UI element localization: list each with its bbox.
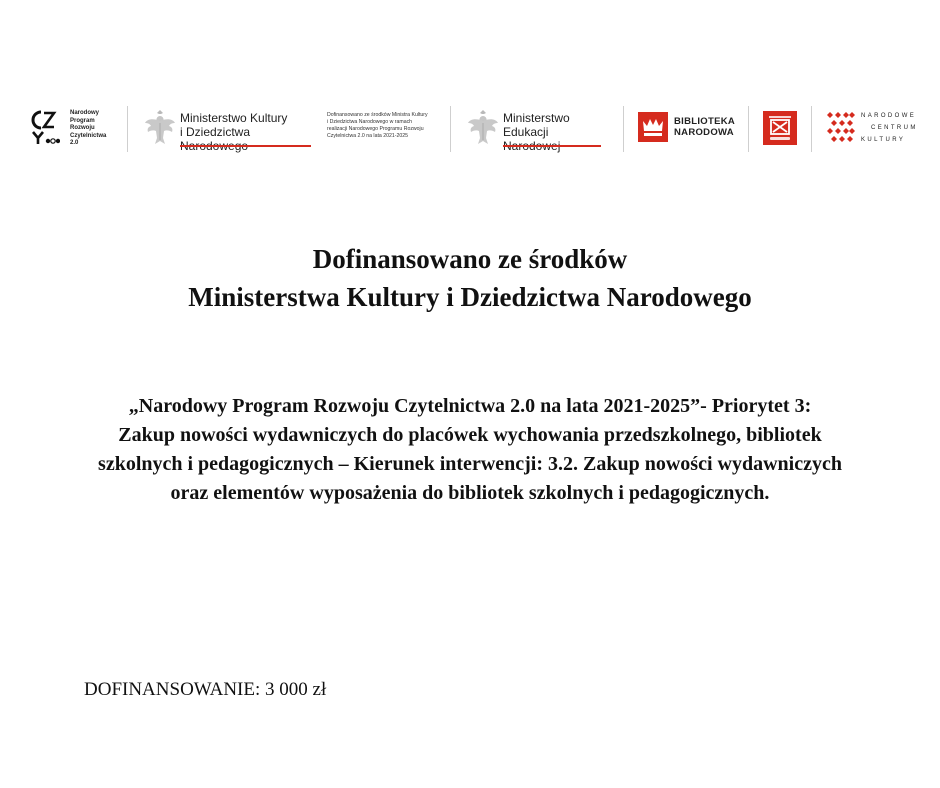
mkidn-line-1: Ministerstwo Kultury bbox=[180, 111, 288, 125]
nck-line-3: KULTURY bbox=[861, 137, 906, 143]
program-line-2: Zakup nowości wydawniczych do placówek wychowania przedszkolnego, bibliotek bbox=[118, 424, 822, 446]
logo-separator bbox=[623, 106, 624, 152]
logo-separator bbox=[811, 106, 812, 152]
nck-grid-icon bbox=[827, 112, 855, 142]
men-red-rule bbox=[503, 145, 601, 147]
logo-separator bbox=[450, 106, 451, 152]
title-line-1: Dofinansowano ze środków bbox=[312, 244, 628, 274]
biblioteka-narodowa-logo bbox=[638, 112, 738, 146]
nck-line-1: NARODOWE bbox=[861, 113, 917, 119]
nprc-line-1: Narodowy bbox=[70, 110, 100, 116]
bn-line-1: BIBLIOTEKA bbox=[674, 116, 736, 127]
book-emblem-icon bbox=[763, 111, 797, 145]
nprc-line-5: 2.0 bbox=[70, 140, 79, 146]
men-logo bbox=[467, 108, 607, 152]
nprc-logo bbox=[30, 108, 120, 154]
eagle-icon bbox=[467, 110, 499, 146]
funding-note-line-4: Czytelnictwa 2.0 na lata 2021-2025 bbox=[327, 133, 409, 139]
crown-icon bbox=[638, 112, 668, 142]
funding-note-line-3: realizacji Narodowego Programu Rozwoju bbox=[327, 126, 424, 132]
logo-separator bbox=[127, 106, 128, 152]
funding-amount: DOFINANSOWANIE: 3 000 zł bbox=[84, 679, 327, 700]
program-description bbox=[30, 392, 910, 508]
bn-line-2: NARODOWA bbox=[674, 127, 734, 138]
program-line-3: szkolnych i pedagogicznych – Kierunek interwencji: 3.2. Zakup nowości wydawniczych bbox=[98, 453, 842, 475]
nprc-line-2: Program bbox=[70, 117, 95, 124]
men-line-2: Edukacji bbox=[503, 125, 549, 139]
nck-line-2: CENTRUM bbox=[871, 125, 918, 131]
polish-book-emblem-logo bbox=[763, 111, 797, 145]
program-line-4: oraz elementów wyposażenia do bibliotek szkolnych i pedagogicznych. bbox=[170, 482, 770, 504]
men-line-1: Ministerstwo bbox=[503, 111, 570, 125]
funding-note-line-2: i Dziedzictwa Narodowego w ramach bbox=[327, 119, 413, 125]
page-title bbox=[0, 240, 940, 316]
logo-bar bbox=[0, 100, 940, 160]
logo-separator bbox=[748, 106, 749, 152]
title-line-2: Ministerstwa Kultury i Dziedzictwa Narodowego bbox=[188, 282, 752, 312]
nck-logo bbox=[827, 110, 917, 150]
eagle-icon bbox=[144, 110, 176, 146]
mkidn-line-2: i Dziedzictwa bbox=[180, 125, 251, 139]
nprc-mark-icon bbox=[30, 110, 60, 146]
nprc-line-3: Rozwoju bbox=[70, 125, 95, 131]
funding-note-line-1: Dofinansowano ze środków Ministra Kultury bbox=[327, 112, 428, 118]
program-line-1: „Narodowy Program Rozwoju Czytelnictwa 2.0 na lata 2021-2025”- Priorytet 3: bbox=[128, 395, 812, 417]
funding-note bbox=[327, 112, 447, 140]
nprc-line-4: Czytelnictwa bbox=[70, 132, 107, 139]
mkidn-red-rule bbox=[180, 145, 311, 147]
mkidn-logo bbox=[144, 108, 314, 152]
